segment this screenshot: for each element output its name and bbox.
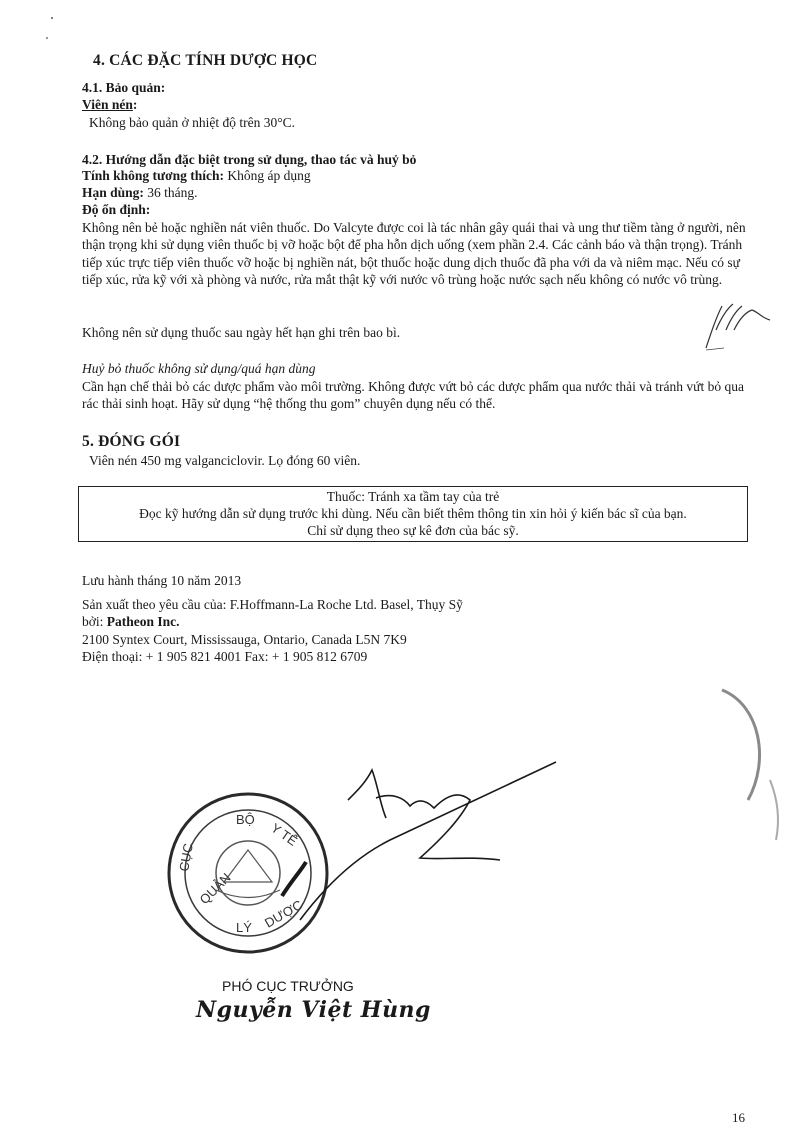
seal-text-bottom-right: DƯỢC <box>262 897 306 931</box>
signatory-name: Nguyễn Việt Hùng <box>196 997 431 1023</box>
section-4-heading: 4. CÁC ĐẶC TÍNH DƯỢC HỌC <box>93 52 318 69</box>
seal-text-top: BỘ <box>236 812 255 827</box>
seal-text-bottom-left: QUẢN <box>196 869 234 908</box>
warning-line-3: Chỉ sử dụng theo sự kê đơn của bác sỹ. <box>307 523 519 538</box>
storage-title: 4.1. Bảo quản: <box>82 80 166 95</box>
manufacturer-address: 2100 Syntex Court, Mississauga, Ontario, Canada L5N 7K9 <box>82 632 407 647</box>
incompatibility-label: Tính không tương thích: <box>82 168 225 183</box>
by-label: bởi: <box>82 614 107 629</box>
initials-signature <box>706 304 770 348</box>
seal-text-left: CỤC <box>176 842 196 873</box>
expiry-note: Không nên sử dụng thuốc sau ngày hết hạn ghi trên bao bì. <box>82 325 401 340</box>
stability-paragraph: Không nên bẻ hoặc nghiền nát viên thuốc. Do Valcyte được coi là tác nhân gây quái thai và ung thư tiềm tàng ở người, nên thận trọng khi sử dụng viên thuốc bị vỡ hoặc bột để pha hỗn dịch uống (xem phần 2.4. Các cảnh báo và thận trọng). Tránh tiếp xúc trực tiếp viên thuốc vỡ hoặc bị nghiền nát, bột thuốc hoặc dung dịch thuốc đã pha với da và niêm mạc. Nếu có sự tiếp xúc, rửa kỹ với xà phòng và nước, rửa mắt thật kỹ với nước vô trùng hoặc nước sạch nếu không có nước vô trùng. <box>82 220 746 287</box>
handling-title: 4.2. Hướng dẫn đặc biệt trong sử dụng, thao tác và huỷ bỏ <box>82 152 417 167</box>
packaging-text: Viên nén 450 mg valganciclovir. Lọ đóng 60 viên. <box>89 453 361 468</box>
shelf-life-label: Hạn dùng: <box>82 185 144 200</box>
storage-text: Không bảo quản ở nhiệt độ trên 30°C. <box>89 115 296 130</box>
incompatibility-value: Không áp dụng <box>224 168 311 183</box>
disposal-title: Huỷ bỏ thuốc không sử dụng/quá hạn dùng <box>82 361 316 376</box>
disposal-paragraph: Cần hạn chế thải bỏ các dược phẩm vào môi trường. Không được vứt bỏ các dược phẩm qua nước thải và tránh vứt bỏ qua rác thải sinh hoạt. Hãy sử dụng “hệ thống thu gom” chuyên dụng nếu có thể. <box>82 379 744 412</box>
warning-line-2: Đọc kỹ hướng dẫn sử dụng trước khi dùng. Nếu cần biết thêm thông tin xin hỏi ý kiến bác sĩ của bạn. <box>139 506 687 521</box>
section-5-heading: 5. ĐÓNG GÓI <box>82 433 181 450</box>
made-for-line: Sản xuất theo yêu cầu của: F.Hoffmann-La Roche Ltd. Basel, Thụy Sỹ <box>82 597 463 612</box>
manufacturer-phone: Điện thoại: + 1 905 821 4001 Fax: + 1 905 812 6709 <box>82 649 368 664</box>
seal-text-right: Y TẾ <box>268 820 301 849</box>
tablet-label: Viên nén <box>82 97 133 112</box>
page-number: 16 <box>732 1110 745 1125</box>
stability-label: Độ ổn định: <box>82 202 151 217</box>
tablet-label-colon: : <box>132 97 138 112</box>
shelf-life-value: 36 tháng. <box>143 185 198 200</box>
manufacturer-name: Patheon Inc. <box>106 614 180 629</box>
signatory-title: PHÓ CỤC TRƯỞNG <box>222 978 354 994</box>
issue-date: Lưu hành tháng 10 năm 2013 <box>82 573 242 588</box>
director-signature <box>300 762 556 920</box>
seal-text-bottom: LÝ <box>236 920 252 935</box>
warning-line-1: Thuốc: Tránh xa tầm tay của trẻ <box>326 489 500 504</box>
official-seal <box>169 794 327 952</box>
partial-stamp-right <box>722 690 760 800</box>
